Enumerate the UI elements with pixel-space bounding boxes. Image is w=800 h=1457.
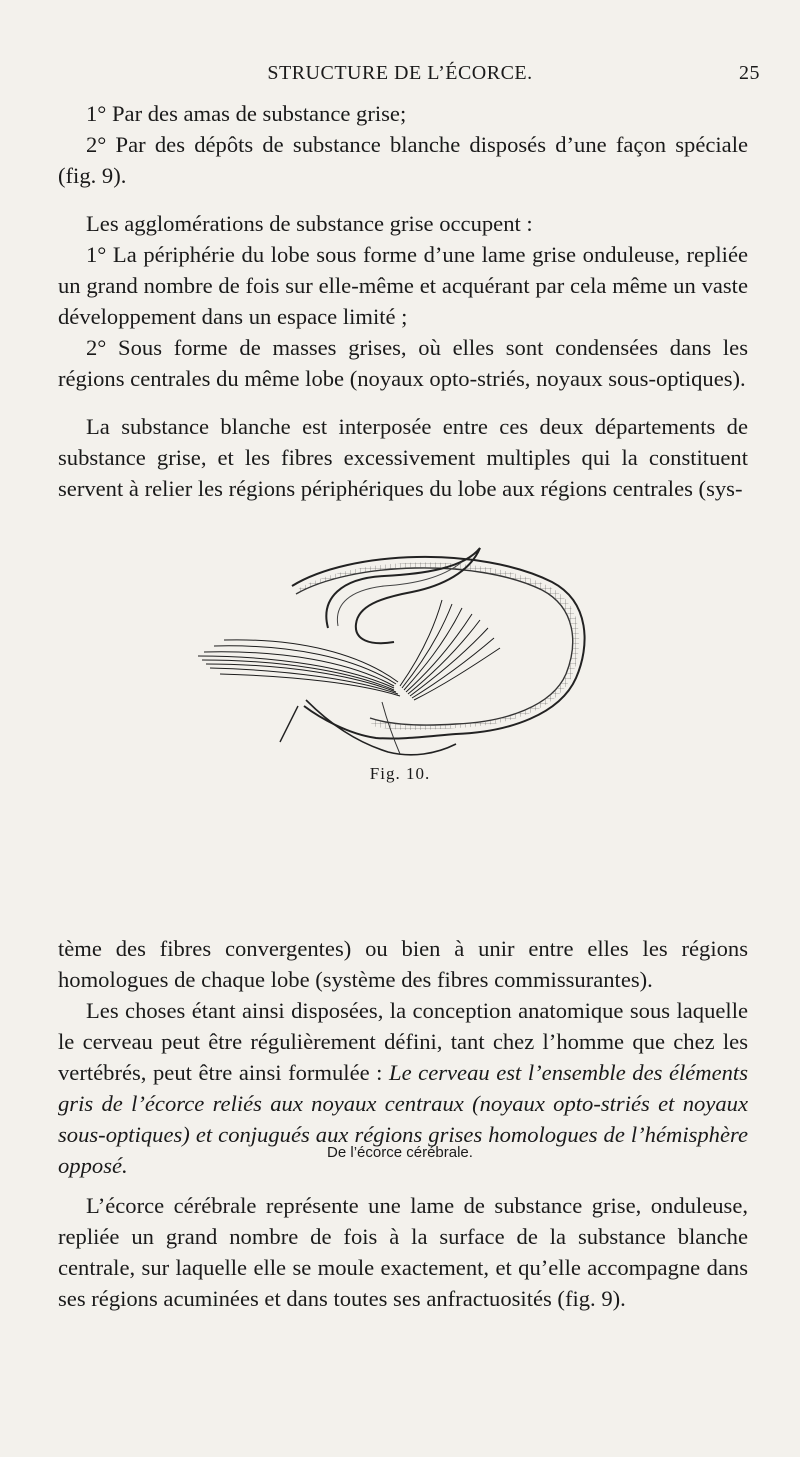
- brain-fibres-illustration: [180, 528, 620, 764]
- running-header: [0, 62, 800, 92]
- paragraph: 1° Par des amas de substance grise;: [86, 101, 407, 126]
- paragraph: 2° Par des dépôts de substance blanche disposés d’une façon spéciale (fig. 9).: [58, 132, 748, 188]
- text-block-bottom: [58, 1190, 748, 1314]
- definition-lead: Les choses étant ainsi disposées, la conception anatomique sous laquelle le cerveau peut être régulièrement défini, tant chez l’homme que chez les vertébrés, peut être ainsi formulée :: [58, 998, 748, 1085]
- paragraph: Les agglomérations de substance grise occupent :: [86, 211, 533, 236]
- definition-italic: Le cerveau est l’ensemble des éléments gris de l’écorce reliés aux noyaux centraux (noyaux opto-striés et noyaux sous-optiques) et conjugués aux régions grises homologues de l’hémisphère opposé.: [58, 1060, 748, 1178]
- inner-fold: [326, 548, 480, 643]
- text-block-top: [58, 98, 748, 504]
- paragraph: tème des fibres convergentes) ou bien à unir entre elles les régions homologues de chaque lobe (système des fibres commissurantes).: [58, 936, 748, 992]
- paragraph: L’écorce cérébrale représente une lame de substance grise, onduleuse, repliée un grand nombre de fois à la surface de la substance blanche centrale, sur laquelle elle se moule exactement, et qu’elle accompagne dans ses régions acuminées et dans toutes ses anfractuosités (fig. 9).: [58, 1193, 748, 1311]
- page-number: 25: [739, 62, 760, 84]
- section-heading: De l’écorce cérébrale.: [327, 1144, 473, 1161]
- paragraph: La substance blanche est interposée entre ces deux départements de substance grise, et les fibres excessivement multiples qui la constituent servent à relier les régions périphériques du lobe aux régions centrales (sys-: [58, 414, 748, 501]
- paragraph: 2° Sous forme de masses grises, où elles sont condensées dans les régions centrales du même lobe (noyaux opto-striés, noyaux sous-optiques).: [58, 335, 748, 391]
- figure-caption: Fig. 10.: [369, 764, 431, 783]
- paragraph: 1° La périphérie du lobe sous forme d’une lame grise onduleuse, repliée un grand nombre de fois sur elle-même et acquérant par cela même un vaste développement dans un espace limité ;: [58, 242, 748, 329]
- running-title: STRUCTURE DE L’ÉCORCE.: [267, 62, 533, 84]
- fibre-fan: [198, 600, 500, 700]
